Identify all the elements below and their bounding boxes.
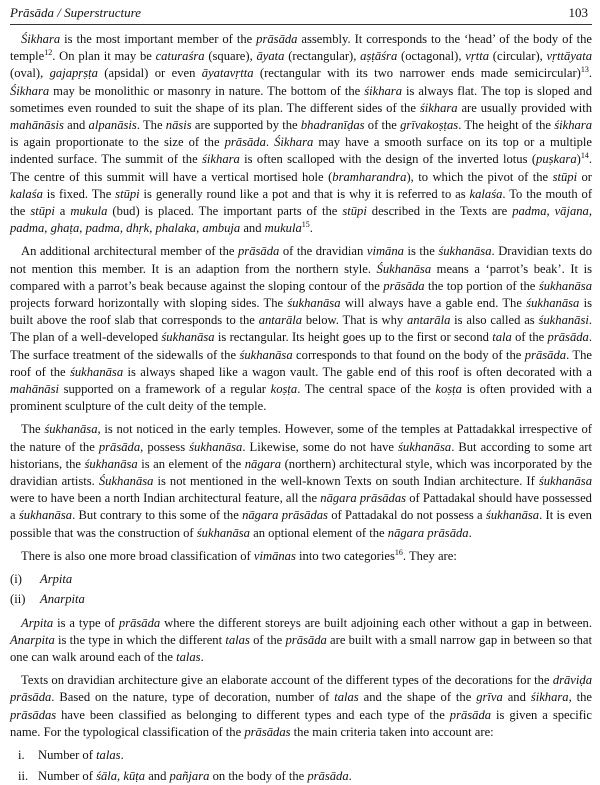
text-run: , possess <box>140 439 190 454</box>
text-run: is rectangular. Its height goes up to the first or second <box>214 330 493 345</box>
italic-term: śikhara <box>530 690 569 705</box>
italic-term: vṛttāyata <box>546 49 593 64</box>
italic-term: śukhanāsa <box>69 364 124 379</box>
italic-term: śukhanāsa <box>84 456 138 471</box>
text-run: (northern) architectural style, which was incorporated by the dravidian artists. <box>10 456 592 489</box>
text-run: . Dravidian texts do not mention this member. It is an adaption from the northern style. <box>10 244 592 276</box>
text-run: are built with a small narrow gap in between so that one can walk around each of the <box>10 632 592 664</box>
italic-term: nāgara <box>244 456 282 471</box>
text-run: below. That is why <box>302 313 407 328</box>
list-marker: (ii) <box>10 592 26 607</box>
text-run: . The centre of this summit will have a vertical mortised hole ( <box>10 152 592 184</box>
text-run: or <box>577 169 593 184</box>
text-run: . But contrary to this some of the <box>72 508 243 523</box>
italic-term: prāsāda <box>307 769 349 784</box>
italic-term: grīvakoṣṭas <box>400 118 459 133</box>
text-run: . Based on the nature, type of decoration, number of <box>51 690 335 705</box>
text-run: are supported by the <box>191 118 301 133</box>
italic-term: Śukhanāsa <box>98 474 154 489</box>
text-run: of Pattadakal do not possess a <box>327 508 486 523</box>
italic-term: prāsāda <box>285 632 327 647</box>
italic-term: Śikhara <box>274 135 314 150</box>
italic-term: prāsāda <box>238 244 280 259</box>
list-marker: i. <box>18 747 25 762</box>
italic-term: nāgara prāsādas <box>320 491 407 506</box>
italic-term: śikhara <box>419 100 458 115</box>
text-run: is given a specific name. For the typological classification of the <box>10 707 592 739</box>
text-run: projects forward horizontally with sloping sides. The <box>10 296 288 311</box>
text-run: and <box>240 221 265 236</box>
italic-term: talas <box>96 747 121 762</box>
text-run: . But according to some art historians, the <box>10 439 592 471</box>
text-run: is the most important member of the <box>60 32 257 46</box>
text-run: is built above the roof slab that corresponds to the <box>10 296 592 328</box>
text-run: . On plan it may be <box>52 49 156 64</box>
italic-term: stūpi <box>342 204 367 219</box>
paragraph-vimana-classification <box>10 548 592 565</box>
list-item <box>10 768 592 785</box>
text-run: . The height of the <box>458 118 555 133</box>
text-run: . <box>309 221 313 236</box>
italic-term: śukhanāsa <box>161 330 215 345</box>
list-marker: (i) <box>10 572 22 587</box>
text-run: an optional element of the <box>249 525 388 540</box>
italic-term: āyata <box>256 49 285 64</box>
text-run: and <box>63 118 89 133</box>
italic-term: nāgara prāsādas <box>242 508 328 523</box>
italic-term: padma, vājana, padma, ghaṭa, padma, dhṛk, phalaka, ambuja <box>10 204 593 236</box>
italic-term: prāsādas <box>244 724 291 739</box>
text-run: . <box>120 747 124 762</box>
footnote-ref: 14 <box>580 151 589 161</box>
text-run: . <box>200 649 204 664</box>
italic-term: stūpi <box>30 204 55 219</box>
italic-term: grīva <box>476 690 503 705</box>
italic-term: mukula <box>70 204 108 219</box>
text-run: (bud) is placed. The important parts of the <box>107 204 343 219</box>
italic-term: prāsāda <box>98 439 141 454</box>
text-run: . Likewise, some do not have <box>242 439 398 454</box>
italic-term: śukhanāsa <box>538 474 592 489</box>
text-run: . The surface treatment of the sidewalls of the <box>10 330 592 362</box>
footnote-ref: 15 <box>301 220 310 230</box>
italic-term: śukhanāsa <box>18 508 73 523</box>
text-run: . <box>265 135 275 150</box>
running-title: Prāsāda / Superstructure <box>10 5 141 20</box>
italic-term: śukhanāsa <box>538 278 593 293</box>
text-run: (rectangular), <box>284 49 361 64</box>
italic-term: kalaśa <box>10 186 43 201</box>
text-run: The <box>21 422 45 437</box>
italic-term: Arpita <box>21 615 54 630</box>
text-run: (square), <box>204 49 257 64</box>
text-run: is the type in which the different <box>54 632 226 647</box>
italic-term: mahānāsi <box>10 382 59 397</box>
category-list <box>10 571 592 608</box>
italic-term: prāsādas <box>10 707 57 722</box>
italic-term: talas <box>176 649 201 664</box>
text-run: of the <box>249 632 286 647</box>
italic-term: śukhanāsa <box>287 296 341 311</box>
paragraph-shukhanasa <box>10 243 592 415</box>
paragraph-shukhanasa-history <box>10 421 592 541</box>
italic-term: śukhanāsa <box>189 439 243 454</box>
italic-term: śikhara <box>554 118 592 133</box>
text-run: the main criteria taken into account are: <box>290 724 494 739</box>
italic-term: antarāla <box>406 313 451 328</box>
text-run: of the dravidian <box>279 244 367 259</box>
text-run: . <box>348 769 352 784</box>
text-run: and <box>145 769 170 784</box>
text-run: ) <box>576 152 581 167</box>
text-run: the top portion of the <box>424 278 539 293</box>
text-run: of the <box>511 330 548 345</box>
text-run: will always have a gable end. The <box>340 296 527 311</box>
text-run: Texts on dravidian architecture give an elaborate account of the different types of the decorations for the <box>21 673 553 688</box>
paragraph-arpita <box>10 615 592 667</box>
text-run: assembly. It corresponds to the ‘head’ of the body of the temple <box>10 32 592 64</box>
italic-term: prāsāda <box>449 707 492 722</box>
list-item <box>10 747 592 764</box>
italic-term: gajapṛṣṭa <box>49 66 98 81</box>
italic-term: aṣṭāśra <box>360 49 398 64</box>
italic-term: nāsis <box>165 118 192 133</box>
text-run: (oval), <box>10 66 50 81</box>
italic-term: koṣṭa <box>435 382 462 397</box>
text-run: . The central space of the <box>297 382 436 397</box>
text-run: means a ‘parrot’s beak’. It is compared with a parrot’s beak because against the sloping contour of the <box>10 261 592 293</box>
italic-term: prāsāda <box>256 32 298 46</box>
page-number: 103 <box>568 5 588 20</box>
text-run: . The plan of a well-developed <box>10 313 593 345</box>
italic-term: prāsāda <box>118 615 161 630</box>
italic-term: śukhanāsa <box>485 508 540 523</box>
italic-term: bhadranīḍas <box>300 118 365 133</box>
criteria-list <box>10 747 592 785</box>
italic-term: prāsāda <box>547 330 589 345</box>
list-marker: ii. <box>18 769 29 784</box>
text-run: is the <box>403 244 439 259</box>
italic-term: Śukhanāsa <box>376 261 432 276</box>
text-run: on the body of the <box>209 769 308 784</box>
text-run: of the <box>364 118 401 133</box>
list-item <box>10 571 592 588</box>
text-run: may be monolithic or masonry in nature. The bottom of the <box>49 83 365 98</box>
list-item-text <box>38 769 352 783</box>
text-run: a <box>54 204 71 219</box>
italic-term: stūpi <box>115 186 140 201</box>
paragraph-typology <box>10 672 592 741</box>
italic-term: śukhanāsa <box>398 439 452 454</box>
italic-term: bramharandra <box>332 169 407 184</box>
footnote-ref: 12 <box>44 48 53 58</box>
italic-term: pañjara <box>169 769 210 784</box>
text-run: . The roof of the <box>10 347 592 379</box>
text-run: and the shape of the <box>358 690 477 705</box>
text-run: . They are: <box>402 548 457 563</box>
footnote-ref: 16 <box>394 547 403 557</box>
italic-term: mukula <box>264 221 302 236</box>
italic-term: vṛtta <box>465 49 490 64</box>
footnote-ref: 13 <box>580 65 589 75</box>
text-run: were to have been a north Indian architectural feature, all the <box>10 491 321 506</box>
italic-term: Śikhara <box>21 32 61 46</box>
italic-term: drāviḍa prāsāda <box>10 673 592 705</box>
text-run: . It is even possible that was the construction of <box>10 508 592 540</box>
italic-term: vimāna <box>366 244 404 259</box>
text-run: Number of <box>38 769 97 784</box>
text-run: is also called as <box>450 313 539 328</box>
text-run: may have a smooth surface on its top or a multiple indented surface. The summit of the <box>10 135 593 167</box>
text-run: and <box>502 690 531 705</box>
italic-term: śāla, kūṭa <box>96 769 146 784</box>
text-run: is fixed. The <box>42 186 116 201</box>
text-run: of Pattadakal should have possessed a <box>10 491 592 523</box>
list-item-label: Arpita <box>40 572 73 587</box>
italic-term: śukhanāsa <box>438 244 492 259</box>
italic-term: prāsāda <box>224 135 266 150</box>
italic-term: kalaśa <box>469 186 503 201</box>
italic-term: koṣṭa <box>270 382 298 397</box>
text-run: (octagonal), <box>397 49 466 64</box>
text-run: (rectangular with its two narrower ends made semicircular) <box>253 66 581 81</box>
text-run: Number of <box>38 747 97 762</box>
text-run: (circular), <box>489 49 547 64</box>
text-run: . <box>468 525 472 540</box>
italic-term: caturaśra <box>155 49 205 64</box>
text-run: corresponds to that found on the body of the <box>292 347 525 362</box>
text-run: into two categories <box>295 548 395 563</box>
running-header <box>10 4 592 25</box>
italic-term: śukhanāsa <box>526 296 580 311</box>
text-run: is always flat. The top is sloped and sometimes even rounded to suit the shape of its plan. The different sides of the <box>10 83 592 115</box>
paragraph-shikhara <box>10 31 592 237</box>
italic-term: alpanāsis <box>88 118 137 133</box>
text-run: There is also one more broad classification of <box>21 548 254 563</box>
italic-term: talas <box>334 690 359 705</box>
italic-term: talas <box>225 632 250 647</box>
text-run: is often scalloped with the design of the inverted lotus ( <box>239 152 537 167</box>
text-run: have been classified as belonging to different types and each type of the <box>56 707 450 722</box>
text-run: is generally round like a pot and that is why it is referred to as <box>139 186 470 201</box>
italic-term: stūpi <box>552 169 578 184</box>
italic-term: śikhara <box>202 152 240 167</box>
text-run: . To the mouth of the <box>10 186 593 219</box>
list-item <box>10 591 592 608</box>
italic-term: śikhara <box>364 83 402 98</box>
italic-term: āyatavṛtta <box>201 66 254 81</box>
italic-term: prāsāda <box>383 278 425 293</box>
list-item-text <box>38 748 124 762</box>
text-run: , is not noticed in the early temples. However, some of the temples at Pattadakkal irrespective of the nature of the <box>10 422 592 454</box>
text-run: supported on a framework of a regular <box>58 382 271 397</box>
italic-term: Śikhara <box>10 83 50 98</box>
text-run: ), to which the pivot of the <box>406 169 553 184</box>
italic-term: vimānas <box>253 548 296 563</box>
italic-term: śukhanāsi <box>538 313 589 328</box>
text-run: , the <box>568 690 593 705</box>
italic-term: Anarpita <box>10 632 55 647</box>
italic-term: nāgara prāsāda <box>387 525 469 540</box>
italic-term: śukhanāsa <box>196 525 250 540</box>
text-run: is always shaped like a wagon vault. The gable end of this roof is often decorated with a <box>123 364 592 379</box>
text-run: where the different storeys are built adjoining each other without a gap in between. <box>160 615 593 630</box>
italic-term: śukhanāsa <box>44 422 98 437</box>
text-run: are usually provided with <box>457 100 592 115</box>
text-run: (apsidal) or even <box>97 66 202 81</box>
text-run: is again proportionate to the size of the <box>10 135 225 150</box>
text-run: is not mentioned in the well-known Texts on south Indian architecture. If <box>153 474 539 489</box>
text-run: . The <box>136 118 166 133</box>
text-run: An additional architectural member of the <box>21 244 238 259</box>
text-run: described in the Texts are <box>366 204 513 219</box>
italic-term: śukhanāsa <box>239 347 293 362</box>
text-run: . <box>588 66 592 81</box>
italic-term: puṣkara <box>536 152 577 167</box>
list-item-label: Anarpita <box>40 592 85 607</box>
italic-term: antarāla <box>258 313 303 328</box>
text-run: is often provided with a prominent sculpture of the cult deity of the temple. <box>10 382 592 414</box>
italic-term: tala <box>492 330 512 345</box>
italic-term: prāsāda <box>524 347 567 362</box>
italic-term: mahānāsis <box>10 118 64 133</box>
text-run: is a type of <box>53 615 119 630</box>
text-run: is an element of the <box>137 456 245 471</box>
